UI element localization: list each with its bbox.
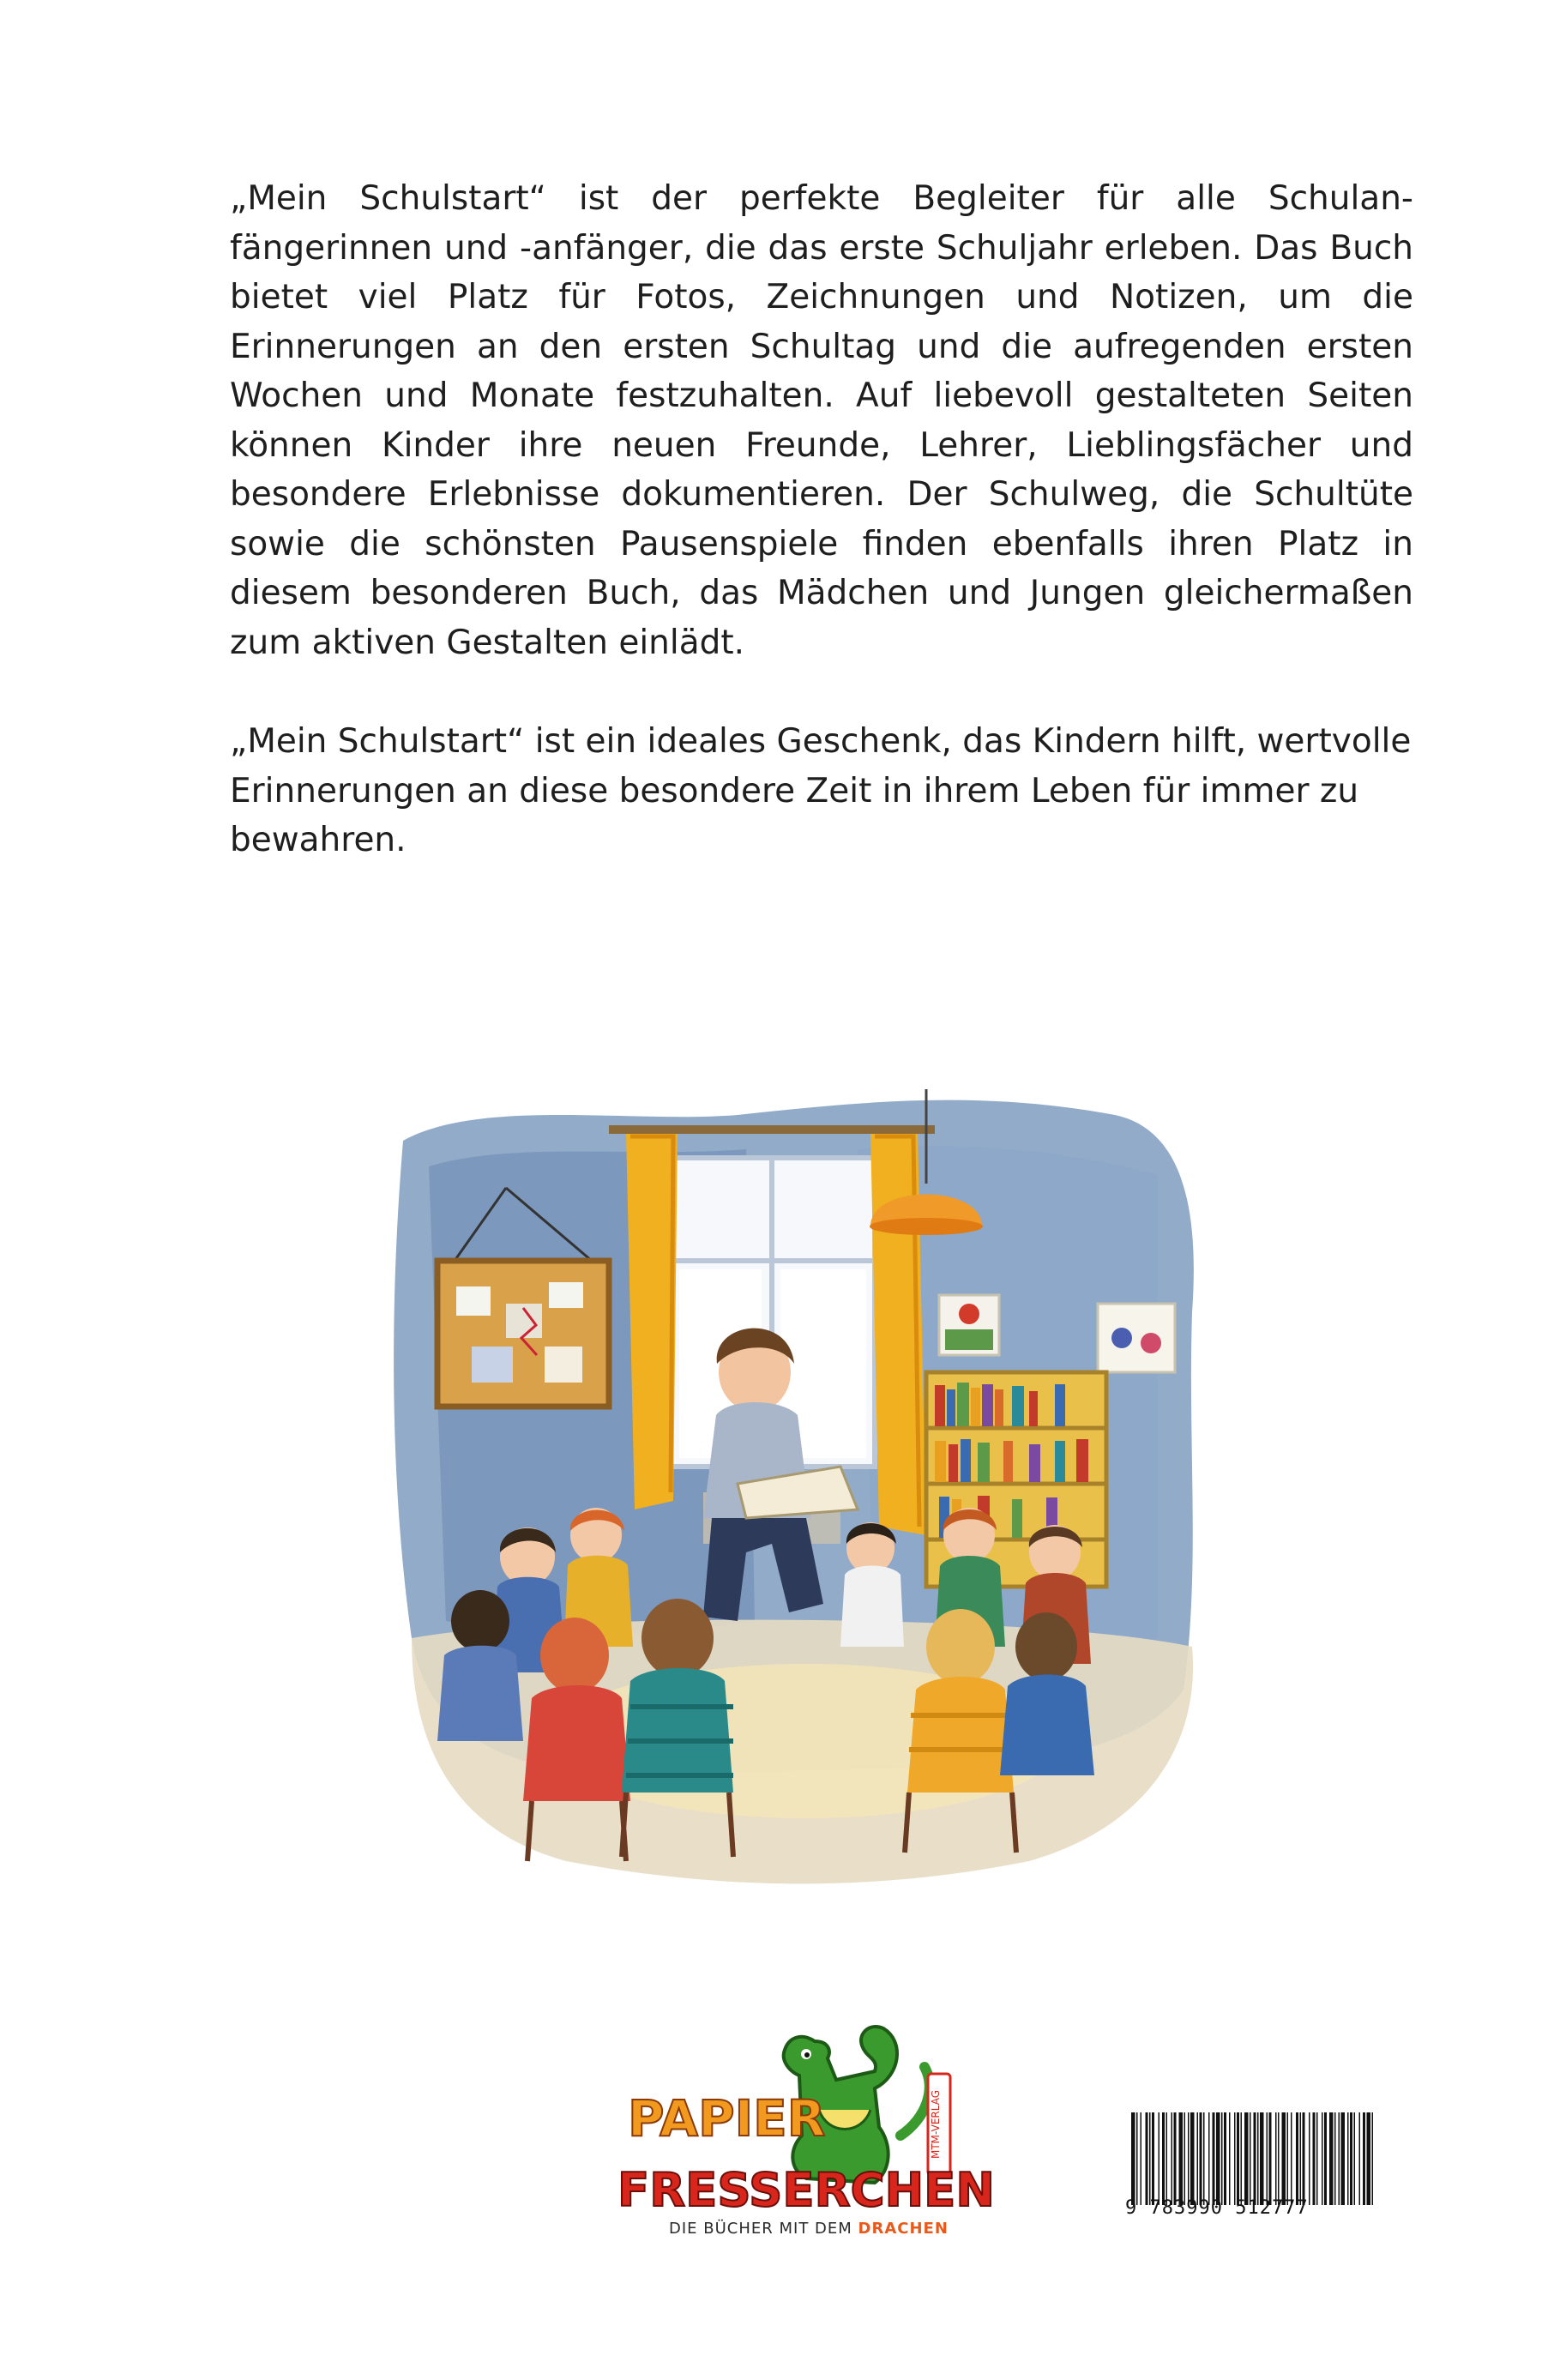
logo-tagline-prefix: DIE BÜCHER MIT DEM — [669, 2220, 858, 2238]
barcode-bar — [1146, 2112, 1148, 2205]
barcode-bar — [1257, 2112, 1259, 2205]
barcode-bar — [1367, 2112, 1371, 2205]
barcode-bar — [1250, 2112, 1251, 2205]
barcode-bar — [1237, 2112, 1239, 2205]
barcode-bar — [1316, 2112, 1318, 2205]
barcode-bar — [1234, 2112, 1236, 2205]
logo-tagline-accent: DRACHEN — [858, 2220, 949, 2238]
barcode-bar — [1179, 2112, 1184, 2205]
barcode-bar — [1329, 2112, 1334, 2205]
barcode-bar — [1200, 2112, 1202, 2205]
barcode-bar — [1300, 2112, 1302, 2205]
barcode-bar — [1190, 2112, 1195, 2205]
barcode-bar — [1229, 2112, 1231, 2205]
barcode-bar — [1221, 2112, 1223, 2205]
barcode-bar — [1131, 2112, 1135, 2205]
barcode-bar — [1174, 2112, 1177, 2205]
barcode-bar — [1208, 2112, 1210, 2205]
barcode-bar — [1269, 2112, 1272, 2205]
barcode-bar — [1254, 2112, 1256, 2205]
barcode-bar — [1166, 2112, 1168, 2205]
barcode-bar — [1359, 2112, 1361, 2205]
classroom-illustration — [377, 1089, 1218, 1955]
isbn-number: 9 783990 512777 — [1125, 2197, 1309, 2219]
blurb-paragraph-1: „Mein Schulstart“ ist der perfekte Begleiter für alle Schulanfängerinnen und -anfänger, die das erste Schuljahr erleben. Das Buch bietet viel Platz für Fotos, Zeichnungen und Notizen, um die Erinnerungen an den ersten Schultag und die aufregenden ersten Wochen und Monate festzuhalten. Auf liebevoll gestalteten Seiten können Kinder ihre neuen Freunde, Lehrer, Lieblingsfächer und besondere Erlebnisse dokumentieren. Der Schulweg, die Schultüte sowie die schönsten Pausenspiele finden ebenfalls ihren Platz in diesem besonderen Buch, das Mädchen und Jungen gleichermaßen zum aktiven Gestalten einlädt. — [230, 179, 1413, 662]
barcode-bar — [1136, 2112, 1138, 2205]
barcode-bar — [1141, 2112, 1142, 2205]
barcode-bar — [1152, 2112, 1154, 2205]
blurb-text — [230, 174, 1413, 865]
barcode-bar — [1244, 2112, 1249, 2205]
barcode-bar — [1197, 2112, 1199, 2205]
publisher-logo — [617, 2007, 1012, 2256]
blurb-paragraph-2: „Mein Schulstart“ ist ein ideales Geschenk, das Kindern hilft, wertvolle Erinnerungen an diese besondere Zeit in ihrem Leben für immer zu bewahren. — [230, 722, 1412, 859]
barcode-bar — [1324, 2112, 1327, 2205]
barcode-bar — [1309, 2112, 1310, 2205]
logo-word-fresserchen: FRESSERCHEN — [617, 2163, 995, 2217]
barcode-bar — [1322, 2112, 1323, 2205]
barcode-bar — [1213, 2112, 1215, 2205]
barcode-bar — [1149, 2112, 1151, 2205]
barcode-bar — [1350, 2112, 1352, 2205]
barcode-bar — [1241, 2112, 1243, 2205]
barcode-bar — [1216, 2112, 1220, 2205]
barcode-bar — [1313, 2112, 1316, 2205]
barcode-bar — [1334, 2112, 1336, 2205]
barcode-bar — [1372, 2112, 1374, 2205]
barcode-bar — [1296, 2112, 1298, 2205]
logo-badge-text: MTM-VERLAG — [930, 2089, 942, 2160]
barcode-bar — [1278, 2112, 1280, 2205]
barcode-bar — [1347, 2112, 1349, 2205]
barcode-bar — [1287, 2112, 1289, 2205]
barcode-bar — [1291, 2112, 1292, 2205]
barcode-bar — [1172, 2112, 1173, 2205]
barcode-bar — [1159, 2112, 1160, 2205]
barcode-bar — [1341, 2112, 1346, 2205]
barcode-bar — [1188, 2112, 1190, 2205]
barcode-bar — [1354, 2112, 1356, 2205]
barcode-bar — [1339, 2112, 1340, 2205]
barcode-bar — [1260, 2112, 1264, 2205]
barcode-bar — [1363, 2112, 1365, 2205]
barcode-bar — [1162, 2112, 1165, 2205]
barcode-bar — [1282, 2112, 1286, 2205]
dragon-logo-graphic — [617, 2007, 1012, 2221]
barcode-bar — [1224, 2112, 1226, 2205]
barcode-bar — [1267, 2112, 1268, 2205]
barcode-bar — [1184, 2112, 1186, 2205]
barcode-bar — [1203, 2112, 1205, 2205]
barcode-bar — [1303, 2112, 1305, 2205]
barcode-bar — [1275, 2112, 1277, 2205]
logo-tagline — [669, 2220, 1012, 2238]
logo-word-papier: PAPIER — [628, 2089, 826, 2148]
